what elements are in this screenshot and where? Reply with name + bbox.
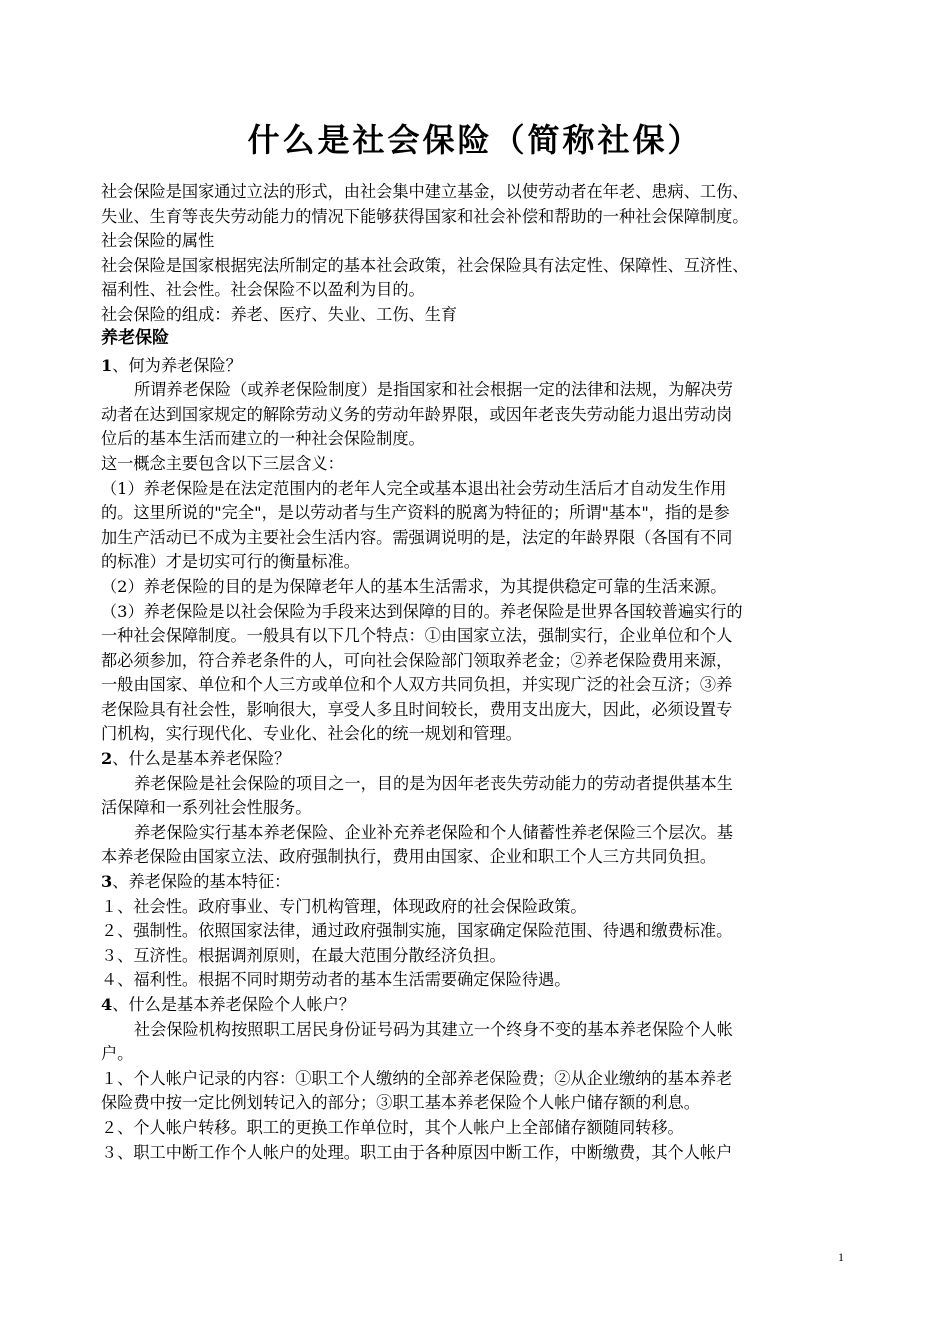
paragraph-line: 养老保险是社会保险的项目之一，目的是为因年老丧失劳动能力的劳动者提供基本生 — [134, 773, 733, 793]
page-number: 1 — [838, 1250, 844, 1264]
paragraph-line: （3）养老保险是以社会保险为手段来达到保障的目的。养老保险是世界各国较普遍实行的 — [101, 601, 743, 621]
question-number: 2 — [101, 749, 113, 769]
list-item: ３、互济性。根据调剂原则，在最大范围分散经济负担。 — [101, 945, 506, 965]
list-item: ４、福利性。根据不同时期劳动者的基本生活需要确定保险待遇。 — [101, 970, 571, 990]
text-line: 失业、生育等丧失劳动能力的情况下能够获得国家和社会补偿和帮助的一种社会保障制度。 — [101, 206, 749, 226]
paragraph-line: 活保障和一系列社会性服务。 — [101, 798, 312, 818]
document-title: 什么是社会保险（简称社保） — [247, 121, 703, 159]
text-line: 福利性、社会性。社会保险不以盈利为目的。 — [101, 280, 425, 300]
paragraph-line: 的标准）才是切实可行的衡量标准。 — [101, 552, 360, 572]
text-line: 社会保险是国家通过立法的形式，由社会集中建立基金，以使劳动者在年老、患病、工伤、 — [101, 182, 749, 201]
question-text: 、什么是基本养老保险？ — [112, 749, 291, 769]
question-number: 3 — [101, 872, 113, 892]
list-item: ２、个人帐户转移。职工的更换工作单位时，其个人帐户上全部储存额随同转移。 — [101, 1117, 684, 1137]
question-heading — [101, 870, 857, 895]
question-heading — [101, 354, 857, 379]
text-line: 社会保险是国家根据宪法所制定的基本社会政策，社会保险具有法定性、保障性、互济性、 — [101, 255, 749, 275]
section-heading: 养老保险 — [101, 327, 169, 348]
paragraph-line: （1）养老保险是在法定范围内的老年人完全或基本退出社会劳动生活后才自动发生作用 — [101, 478, 727, 498]
paragraph-line: 一种社会保障制度。一般具有以下几个特点：①由国家立法，强制实行，企业单位和个人 — [101, 626, 733, 646]
question-number: 4 — [101, 995, 113, 1014]
paragraph-line: （2）养老保险的目的是为保障老年人的基本生活需求，为其提供稳定可靠的生活来源。 — [101, 576, 727, 596]
paragraph-line: 养老保险实行基本养老保险、企业补充养老保险和个人储蓄性养老保险三个层次。基 — [134, 822, 733, 842]
question-text: 、养老保险的基本特征： — [112, 872, 291, 892]
question-number: 1 — [101, 355, 113, 375]
list-item: ２、强制性。依照国家法律，通过政府强制实施，国家确定保险范围、待遇和缴费标准。 — [101, 921, 733, 941]
question-text: 、何为养老保险？ — [112, 355, 242, 375]
paragraph-line: 门机构，实行现代化、专业化、社会化的统一规划和管理。 — [101, 724, 522, 744]
text-line: 社会保险的属性 — [101, 231, 215, 251]
text-line: 社会保险的组成：养老、医疗、失业、工伤、生育 — [101, 304, 458, 324]
list-item: １、个人帐户记录的内容：①职工个人缴纳的全部养老保险费；②从企业缴纳的基本养老 — [101, 1068, 733, 1088]
paragraph-line: 户。 — [101, 1044, 134, 1064]
paragraph-line: 保险费中按一定比例划转记入的部分；③职工基本养老保险个人帐户储存额的利息。 — [101, 1093, 700, 1113]
list-item: １、社会性。政府事业、专门机构管理，体现政府的社会保险政策。 — [101, 896, 587, 916]
paragraph-line: 位后的基本生活而建立的一种社会保险制度。 — [101, 429, 425, 449]
paragraph-line: 一般由国家、单位和个人三方或单位和个人双方共同负担，并实现广泛的社会互济；③养 — [101, 675, 733, 695]
paragraph-line: 加生产活动已不成为主要社会生活内容。需强调说明的是，法定的年龄界限（各国有不同 — [101, 527, 733, 547]
paragraph-line: 这一概念主要包含以下三层含义： — [101, 453, 344, 473]
question-heading — [101, 993, 857, 1018]
paragraph-line: 所谓养老保险（或养老保险制度）是指国家和社会根据一定的法律和法规，为解决劳 — [134, 380, 733, 400]
question-heading — [101, 747, 857, 772]
question-text: 、什么是基本养老保险个人帐户？ — [112, 995, 356, 1014]
paragraph-line: 本养老保险由国家立法、政府强制执行，费用由国家、企业和职工个人三方共同负担。 — [101, 847, 717, 867]
document-body — [101, 180, 857, 1165]
paragraph-line: 社会保险机构按照职工居民身份证号码为其建立一个终身不变的基本养老保险个人帐 — [134, 1019, 733, 1039]
paragraph-line: 都必须参加，符合养老条件的人，可向社会保险部门领取养老金；②养老保险费用来源， — [101, 650, 733, 670]
paragraph-line: 的。这里所说的"完全"，是以劳动者与生产资料的脱离为特征的；所谓"基本"，指的是参 — [101, 503, 730, 523]
list-item: ３、职工中断工作个人帐户的处理。职工由于各种原因中断工作，中断缴费，其个人帐户 — [101, 1142, 733, 1162]
paragraph-line: 动者在达到国家规定的解除劳动义务的劳动年龄界限，或因年老丧失劳动能力退出劳动岗 — [101, 404, 733, 424]
paragraph-line: 老保险具有社会性，影响很大，享受人多且时间较长，费用支出庞大，因此，必须设置专 — [101, 699, 733, 719]
